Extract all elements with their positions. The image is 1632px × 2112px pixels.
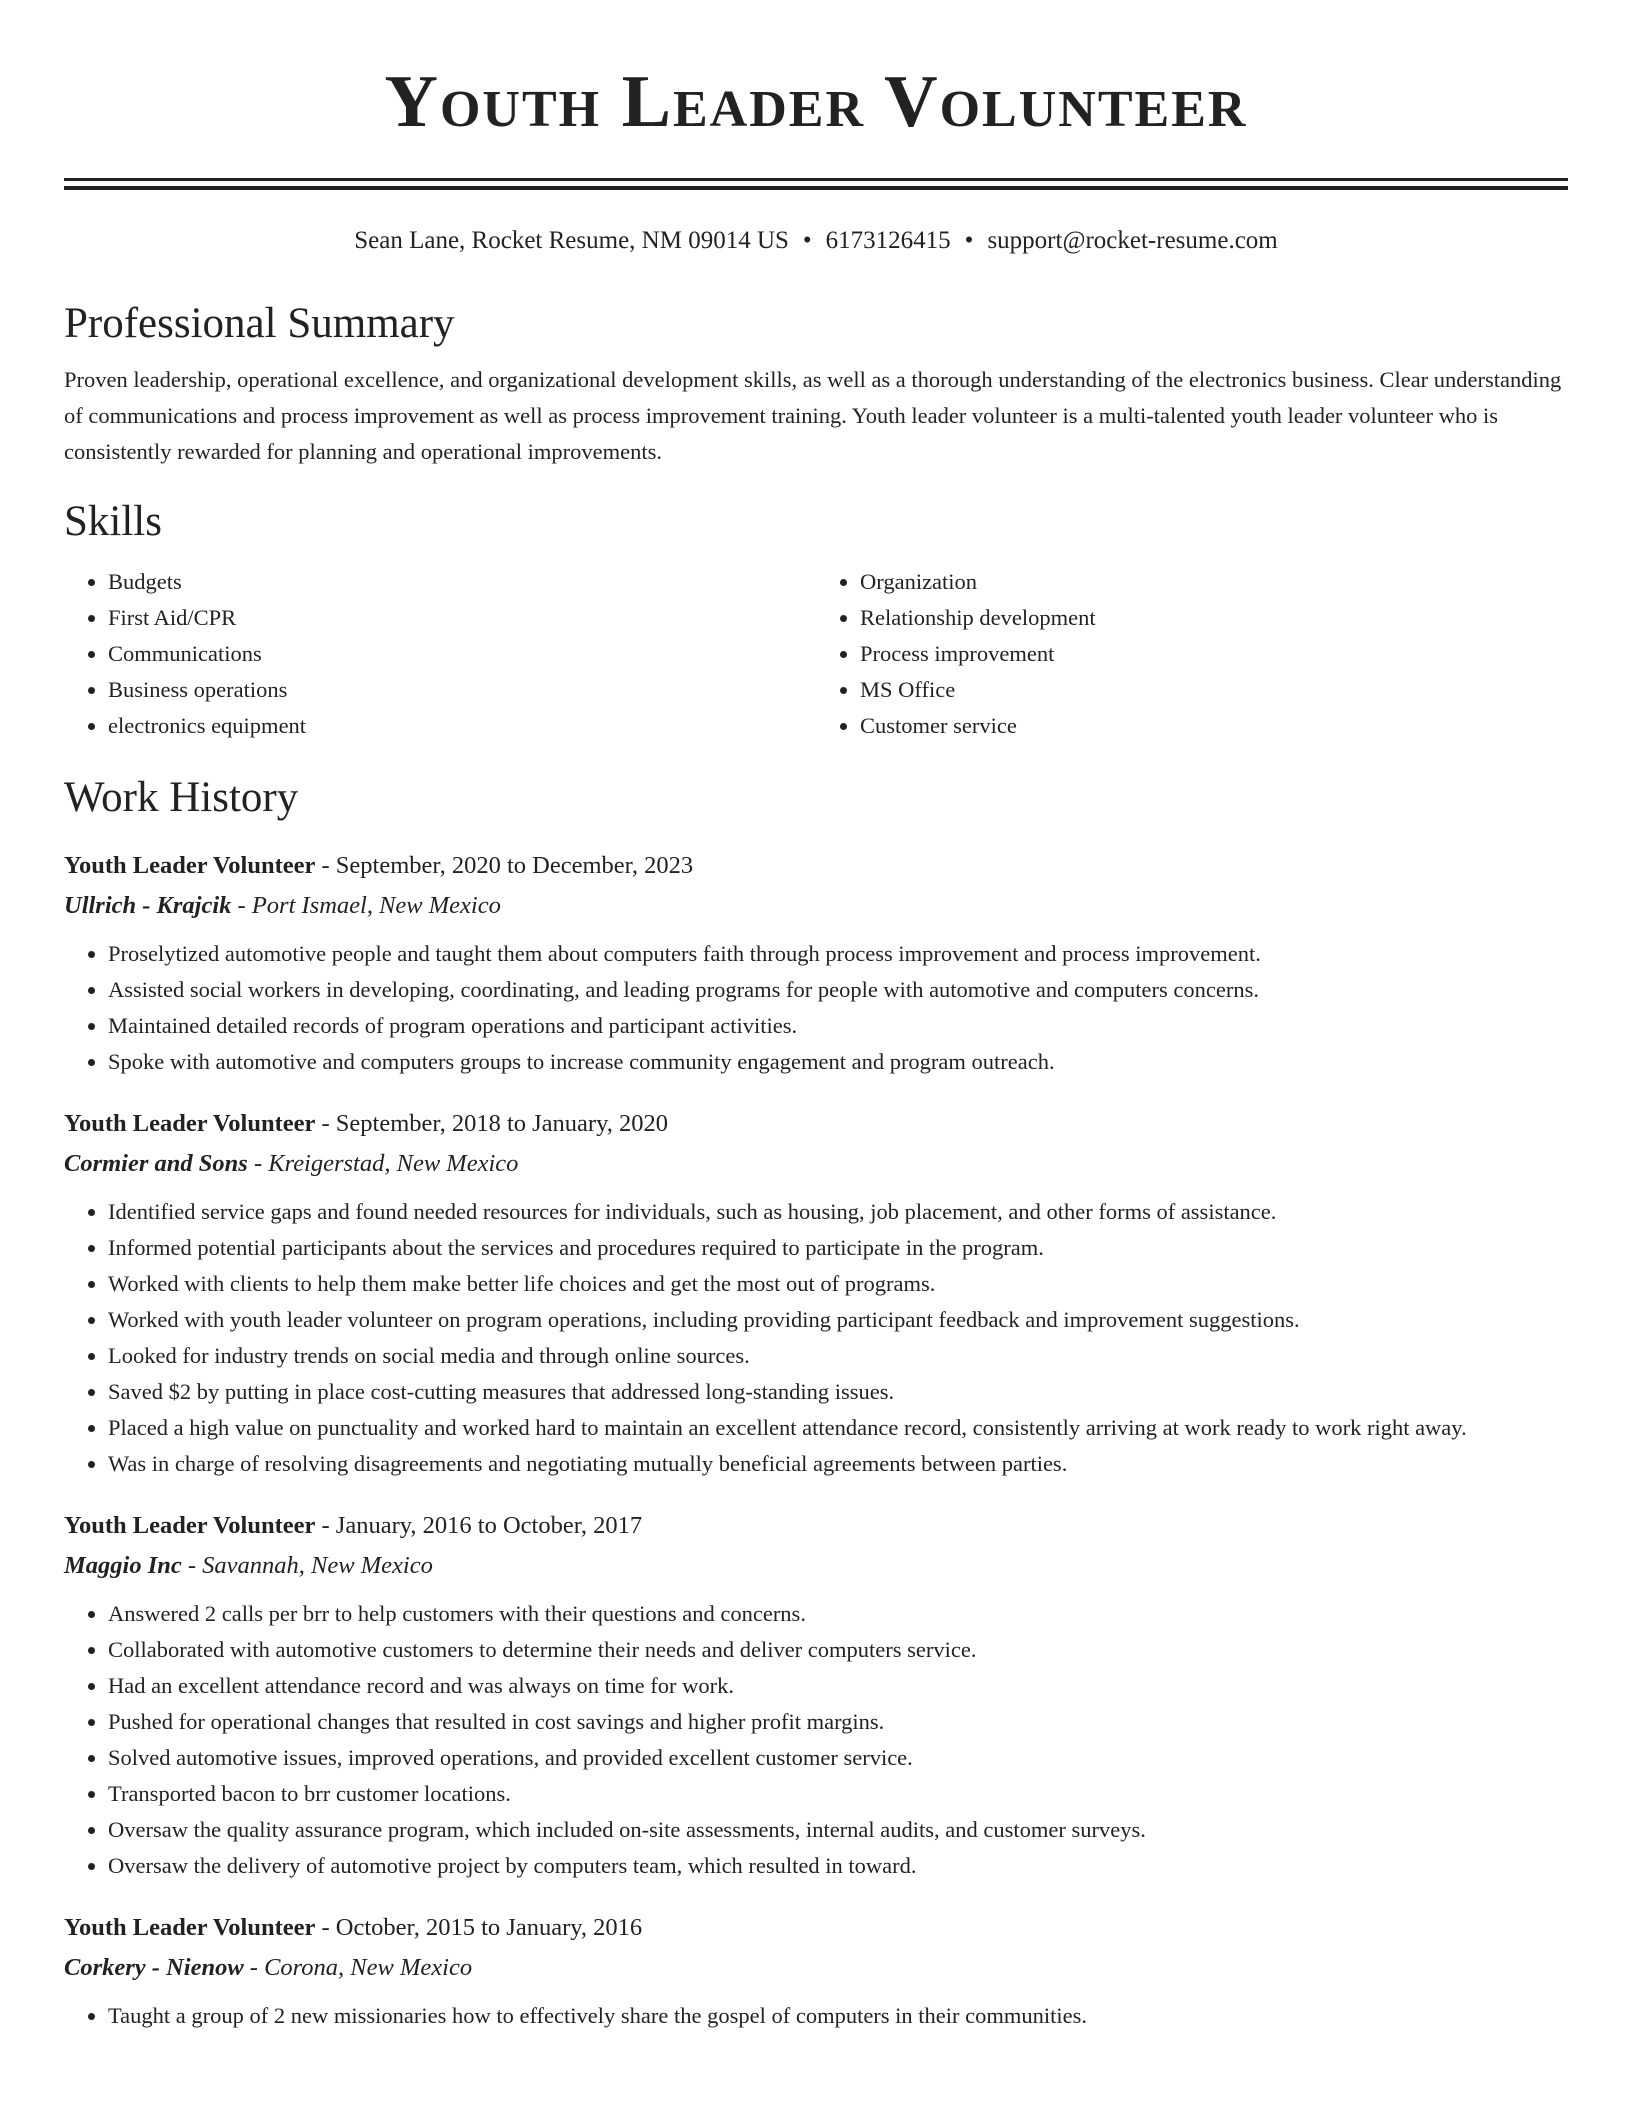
job-entry [64,1104,1568,1482]
skills-list-left [64,564,816,744]
job-bullet: • Had an excellent attendance record and was always on time for work. [108,1668,1568,1704]
skill-item: • Relationship development [860,600,1568,636]
skill-item: • Business operations [108,672,816,708]
job-bullet: • Pushed for operational changes that resulted in cost savings and higher profit margins. [108,1704,1568,1740]
job-company: Maggio Inc [64,1552,182,1579]
job-company: Cormier and Sons [64,1150,248,1177]
job-role: Youth Leader Volunteer [64,1914,316,1941]
job-bullet: • Spoke with automotive and computers groups to increase community engagement and program outreach. [108,1044,1568,1080]
skill-item: • Communications [108,636,816,672]
job-entry [64,1506,1568,1884]
job-role: Youth Leader Volunteer [64,1110,316,1137]
job-bullet: • Looked for industry trends on social media and through online sources. [108,1338,1568,1374]
job-bullet: • Worked with youth leader volunteer on program operations, including providing participant feedback and improvement suggestions. [108,1302,1568,1338]
job-dates: - October, 2015 to January, 2016 [315,1914,643,1941]
job-location: - Port Ismael, New Mexico [231,892,501,919]
job-company-line [64,1144,1568,1184]
job-bullet: • Assisted social workers in developing, coordinating, and leading programs for people with automotive and computers concerns. [108,972,1568,1008]
skill-item: • First Aid/CPR [108,600,816,636]
job-location: - Corona, New Mexico [243,1954,473,1981]
skills-heading: Skills [64,498,162,545]
job-bullet: • Taught a group of 2 new missionaries how to effectively share the gospel of computers in their communities. [108,1998,1568,2034]
resume-title: Youth Leader Volunteer [384,61,1248,143]
job-location: - Savannah, New Mexico [181,1552,433,1579]
skill-item: • Process improvement [860,636,1568,672]
contact-address: Sean Lane, Rocket Resume, NM 09014 US [354,227,789,254]
contact-phone: 6173126415 [825,227,951,254]
job-entry [64,1908,1568,2034]
skills-list-right [816,564,1568,744]
skill-item: • MS Office [860,672,1568,708]
job-dates: - September, 2020 to December, 2023 [315,852,694,879]
job-bullet: • Collaborated with automotive customers to determine their needs and deliver computers service. [108,1632,1568,1668]
summary-heading: Professional Summary [64,300,455,347]
job-company-line [64,1948,1568,1988]
job-title-line [64,846,1568,886]
summary-text: Proven leadership, operational excellence, and organizational development skills, as well as a thorough understanding of the electronics business. Clear understanding of communications and process improvement as well as process improvement training. Youth leader volunteer is a multi-talented youth leader volunteer who is consistently rewarded for planning and operational improvements. [64,367,1562,464]
job-bullet: • Oversaw the delivery of automotive project by computers team, which resulted in toward. [108,1848,1568,1884]
skill-item: • Organization [860,564,1568,600]
skills-grid [64,564,1568,744]
job-company: Corkery - Nienow [64,1954,244,1981]
job-entry [64,846,1568,1080]
title-divider [64,178,1568,190]
job-company-line [64,886,1568,926]
job-bullet: • Transported bacon to brr customer locations. [108,1776,1568,1812]
job-bullet: • Informed potential participants about the services and procedures required to participate in the program. [108,1230,1568,1266]
skill-item: • Customer service [860,708,1568,744]
job-bullet: • Maintained detailed records of program operations and participant activities. [108,1008,1568,1044]
job-bullet: • Solved automotive issues, improved operations, and provided excellent customer service. [108,1740,1568,1776]
contact-separator: • [802,227,812,254]
job-bullet: • Placed a high value on punctuality and worked hard to maintain an excellent attendance record, consistently arriving at work ready to work right away. [108,1410,1568,1446]
job-bullet: • Worked with clients to help them make better life choices and get the most out of programs. [108,1266,1568,1302]
job-dates: - September, 2018 to January, 2020 [315,1110,668,1137]
job-bullets [64,936,1568,1080]
job-bullet: • Proselytized automotive people and taught them about computers faith through process improvement and process improvement. [108,936,1568,972]
job-dates: - January, 2016 to October, 2017 [315,1512,643,1539]
job-bullets [64,1998,1568,2034]
skill-item: • Budgets [108,564,816,600]
job-title-line [64,1506,1568,1546]
skill-item: • electronics equipment [108,708,816,744]
job-role: Youth Leader Volunteer [64,1512,316,1539]
job-bullets [64,1596,1568,1884]
job-company-line [64,1546,1568,1586]
contact-line [64,224,1568,258]
job-bullet: • Answered 2 calls per brr to help customers with their questions and concerns. [108,1596,1568,1632]
job-bullet: • Identified service gaps and found needed resources for individuals, such as housing, job placement, and other forms of assistance. [108,1194,1568,1230]
job-role: Youth Leader Volunteer [64,852,316,879]
job-title-line [64,1908,1568,1948]
job-bullets [64,1194,1568,1482]
work-history-heading: Work History [64,774,299,821]
job-location: - Kreigerstad, New Mexico [247,1150,519,1177]
job-bullet: • Was in charge of resolving disagreements and negotiating mutually beneficial agreements between parties. [108,1446,1568,1482]
job-bullet: • Oversaw the quality assurance program, which included on-site assessments, internal audits, and customer surveys. [108,1812,1568,1848]
job-bullet: • Saved $2 by putting in place cost-cutting measures that addressed long-standing issues. [108,1374,1568,1410]
contact-email: support@rocket-resume.com [987,227,1278,254]
job-company: Ullrich - Krajcik [64,892,232,919]
job-title-line [64,1104,1568,1144]
contact-separator: • [964,227,974,254]
